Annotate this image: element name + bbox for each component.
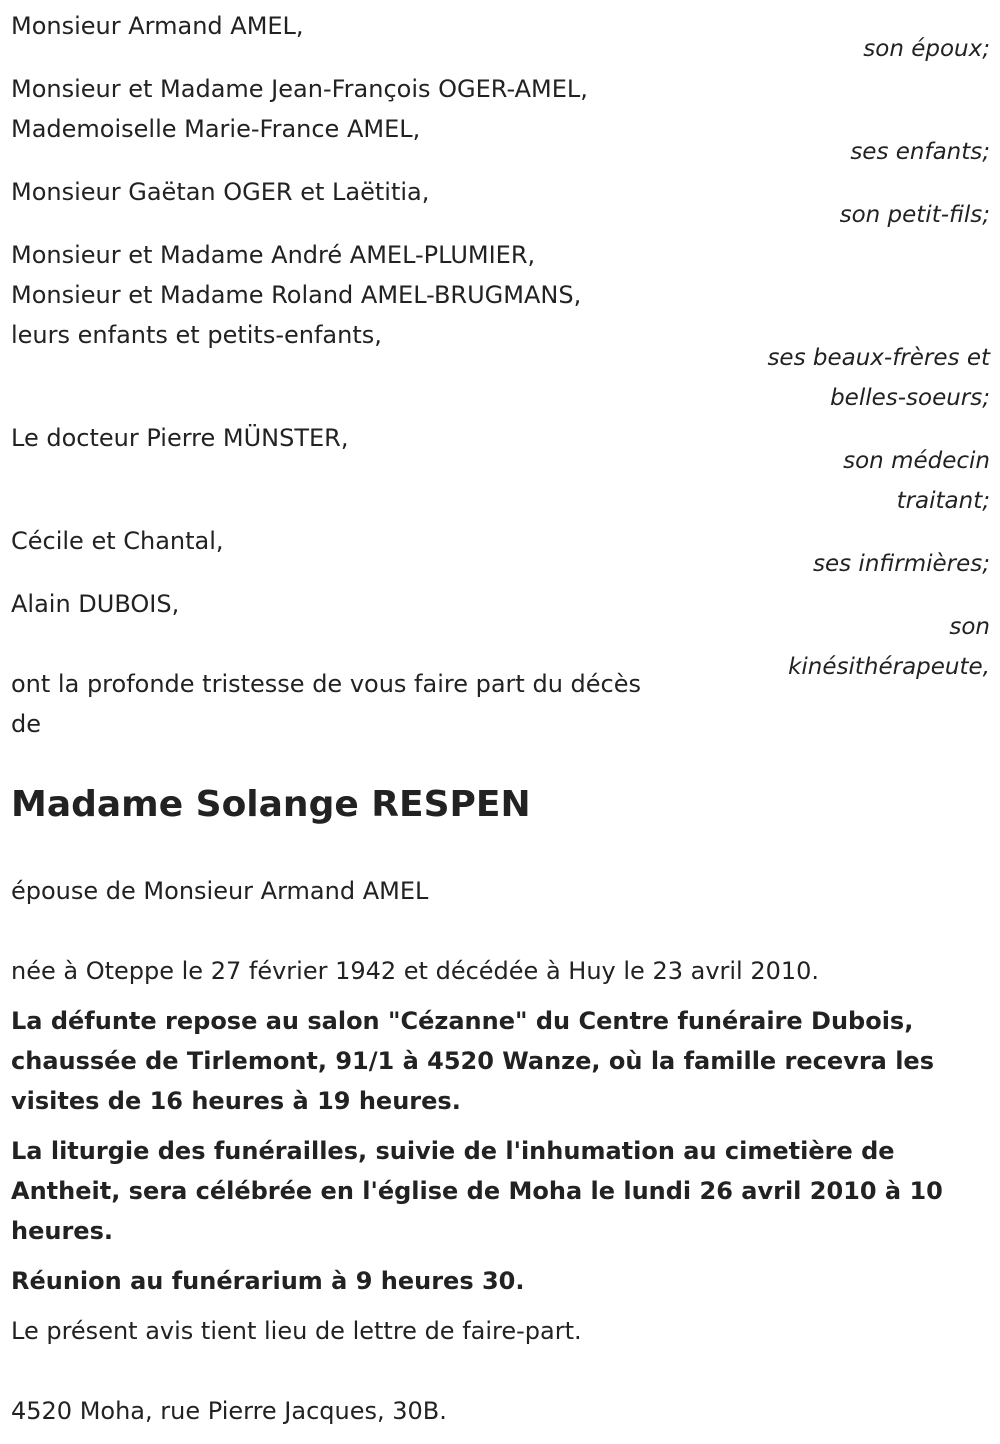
family-line: Mademoiselle Marie-France AMEL,	[11, 115, 421, 143]
announcement-line: ont la profonde tristesse de vous faire part du décès	[11, 670, 641, 698]
liturgy-line: Antheit, sera célébrée en l'église de Moha le lundi 26 avril 2010 à 10	[11, 1177, 943, 1205]
family-role: belles-soeurs;	[830, 385, 990, 411]
family-line: Alain DUBOIS,	[11, 590, 180, 618]
liturgy-line: heures.	[11, 1217, 113, 1245]
spouse-line: épouse de Monsieur Armand AMEL	[11, 877, 429, 905]
family-role: ses enfants;	[850, 139, 990, 165]
family-line: leurs enfants et petits-enfants,	[11, 321, 382, 349]
reunion-line: Réunion au funérarium à 9 heures 30.	[11, 1267, 525, 1295]
announcement-line: de	[11, 710, 41, 738]
liturgy-line: La liturgie des funérailles, suivie de l'inhumation au cimetière de	[11, 1137, 895, 1165]
family-role: son médecin	[843, 448, 990, 474]
family-line: Cécile et Chantal,	[11, 527, 224, 555]
family-role: kinésithérapeute,	[788, 654, 990, 680]
notice-line: Le présent avis tient lieu de lettre de faire-part.	[11, 1317, 582, 1345]
family-line: Monsieur et Madame André AMEL-PLUMIER,	[11, 241, 536, 269]
repose-line: La défunte repose au salon "Cézanne" du Centre funéraire Dubois,	[11, 1007, 914, 1035]
family-role: son époux;	[863, 36, 990, 62]
family-line: Monsieur Gaëtan OGER et Laëtitia,	[11, 178, 430, 206]
family-role: son	[949, 614, 990, 640]
birth-death-line: née à Oteppe le 27 février 1942 et décédée à Huy le 23 avril 2010.	[11, 957, 820, 985]
repose-line: chaussée de Tirlemont, 91/1 à 4520 Wanze, où la famille recevra les	[11, 1047, 934, 1075]
family-role: ses infirmières;	[813, 551, 990, 577]
family-role: ses beaux-frères et	[767, 345, 990, 371]
deceased-name: Madame Solange RESPEN	[11, 784, 531, 825]
family-role: son petit-fils;	[839, 202, 990, 228]
address-line: 4520 Moha, rue Pierre Jacques, 30B.	[11, 1397, 447, 1425]
repose-line: visites de 16 heures à 19 heures.	[11, 1087, 461, 1115]
family-line: Monsieur Armand AMEL,	[11, 12, 304, 40]
family-line: Monsieur et Madame Jean-François OGER-AMEL,	[11, 75, 588, 103]
family-line: Le docteur Pierre MÜNSTER,	[11, 424, 349, 452]
family-role: traitant;	[896, 488, 990, 514]
family-line: Monsieur et Madame Roland AMEL-BRUGMANS,	[11, 281, 582, 309]
